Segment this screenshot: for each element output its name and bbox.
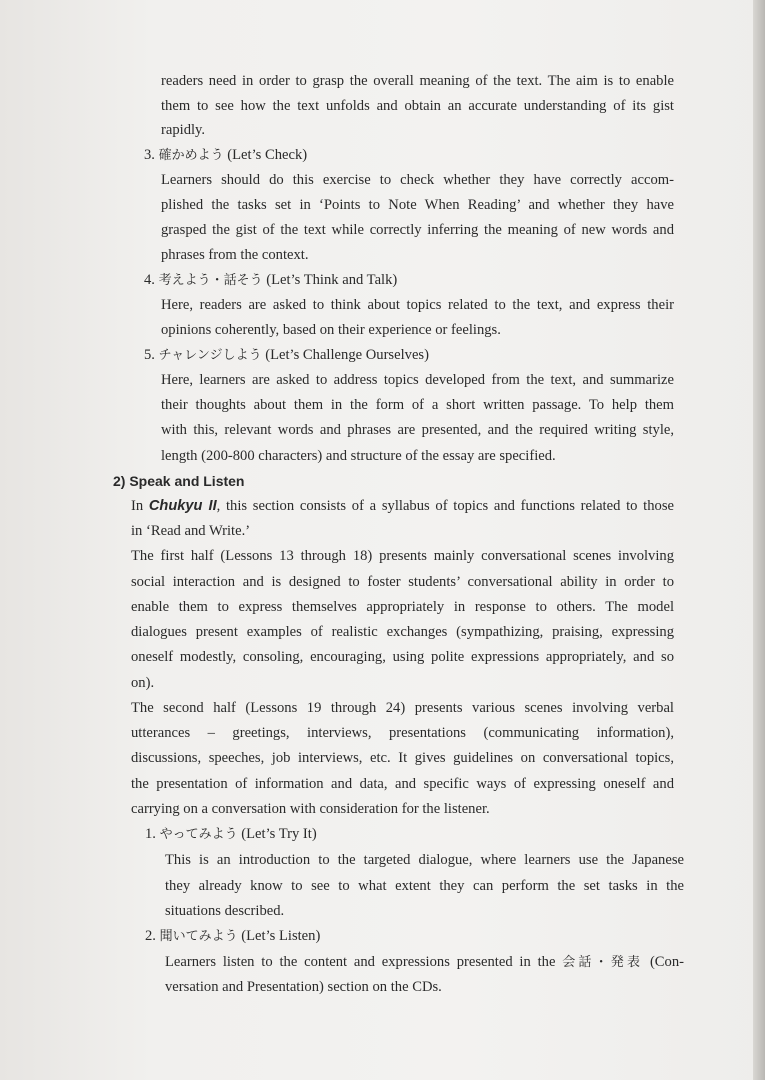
english-term: (Let’s Check) [227, 147, 308, 163]
english-term: (Let’s Try It) [241, 826, 317, 842]
list-item-number: 1. [145, 826, 156, 842]
paragraph-line: opinions coherently, based on their experience or feelings. [161, 322, 501, 338]
japanese-term: 会話・発表 [562, 955, 644, 970]
paragraph-line: The second half (Lessons 19 through 24) presents various scenes involving verbal [131, 700, 674, 716]
paragraph-line: Here, learners are asked to address topics developed from the text, and summarize [161, 372, 674, 388]
paragraph-line: discussions, speeches, job interviews, etc. It gives guidelines on conversational topics, [131, 750, 674, 766]
list-item-number: 4. [144, 272, 155, 288]
paragraph-line: social interaction and is designed to foster students’ conversational ability in order to [131, 574, 674, 590]
paragraph-line: rapidly. [161, 122, 206, 138]
english-term: (Let’s Challenge Ourselves) [265, 347, 429, 363]
english-term: (Let’s Think and Talk) [266, 272, 398, 288]
paragraph-line: them to see how the text unfolds and obtain an accurate understanding of its gist [161, 98, 674, 114]
page-edge [753, 0, 765, 1080]
paragraph-line: grasped the gist of the text while correctly inferring the meaning of new words and [161, 222, 674, 238]
paragraph-line: utterances – greetings, interviews, presentations (communicating information), [131, 725, 674, 741]
section-heading: 2) Speak and Listen [113, 473, 245, 489]
paragraph-line: the presentation of information and data, and specific ways of expressing oneself and [131, 776, 674, 792]
japanese-term: 考えよう・話そう [158, 273, 263, 288]
paragraph-line: situations described. [165, 903, 285, 919]
japanese-term: チャレンジしよう [158, 348, 262, 363]
text-run: In [131, 498, 149, 514]
paragraph-line: enable them to express themselves appropriately in response to others. The model [131, 599, 674, 615]
list-item-number: 5. [144, 347, 155, 363]
paragraph-line: oneself modestly, consoling, encouraging, using polite expressions appropriately, and so [131, 649, 674, 665]
paragraph-line [131, 496, 674, 516]
paragraph-line: This is an introduction to the targeted dialogue, where learners use the Japanese [165, 852, 684, 868]
book-title: Chukyu II [148, 498, 217, 514]
text-run: (Con- [643, 954, 684, 970]
paragraph-line: dialogues present examples of realistic exchanges (sympathizing, praising, expressing [131, 624, 674, 640]
japanese-term: やってみよう [159, 827, 238, 842]
list-item-heading [144, 345, 429, 366]
paragraph-line: Here, readers are asked to think about topics related to the text, and express their [161, 297, 674, 313]
paragraph-line: length (200-800 characters) and structure of the essay are specified. [161, 448, 556, 464]
list-item-heading [145, 824, 317, 845]
list-item-number: 3. [144, 147, 155, 163]
japanese-term: 確かめよう [158, 148, 224, 163]
paragraph-line: they already know to see to what extent they can perform the set tasks in the [165, 878, 684, 894]
paragraph-line: readers need in order to grasp the overall meaning of the text. The aim is to enable [161, 73, 674, 89]
text-run: , this section consists of a syllabus of topics and functions related to those [216, 498, 674, 514]
paragraph-line: phrases from the context. [161, 247, 309, 263]
list-item-heading [144, 145, 307, 166]
paragraph-line: with this, relevant words and phrases are presented, and the required writing style, [161, 422, 674, 438]
paragraph-line: their thoughts about them in the form of a short written passage. To help them [161, 397, 674, 413]
list-item-heading [145, 926, 320, 947]
english-term: (Let’s Listen) [241, 928, 321, 944]
paragraph-line [165, 952, 684, 973]
paragraph-line: versation and Presentation) section on the CDs. [165, 979, 442, 995]
paragraph-line: The first half (Lessons 13 through 18) presents mainly conversational scenes involving [131, 548, 674, 564]
paragraph-line: Learners should do this exercise to check whether they have correctly accom- [161, 172, 674, 188]
paragraph-line: carrying on a conversation with consideration for the listener. [131, 801, 490, 817]
text-run: Learners listen to the content and expressions presented in the [165, 954, 563, 970]
list-item-heading [144, 270, 397, 291]
paragraph-line: in ‘Read and Write.’ [131, 523, 251, 539]
paragraph-line: plished the tasks set in ‘Points to Note When Reading’ and whether they have [161, 197, 674, 213]
japanese-term: 聞いてみよう [159, 929, 238, 944]
paragraph-line: on). [131, 675, 155, 691]
list-item-number: 2. [145, 928, 156, 944]
